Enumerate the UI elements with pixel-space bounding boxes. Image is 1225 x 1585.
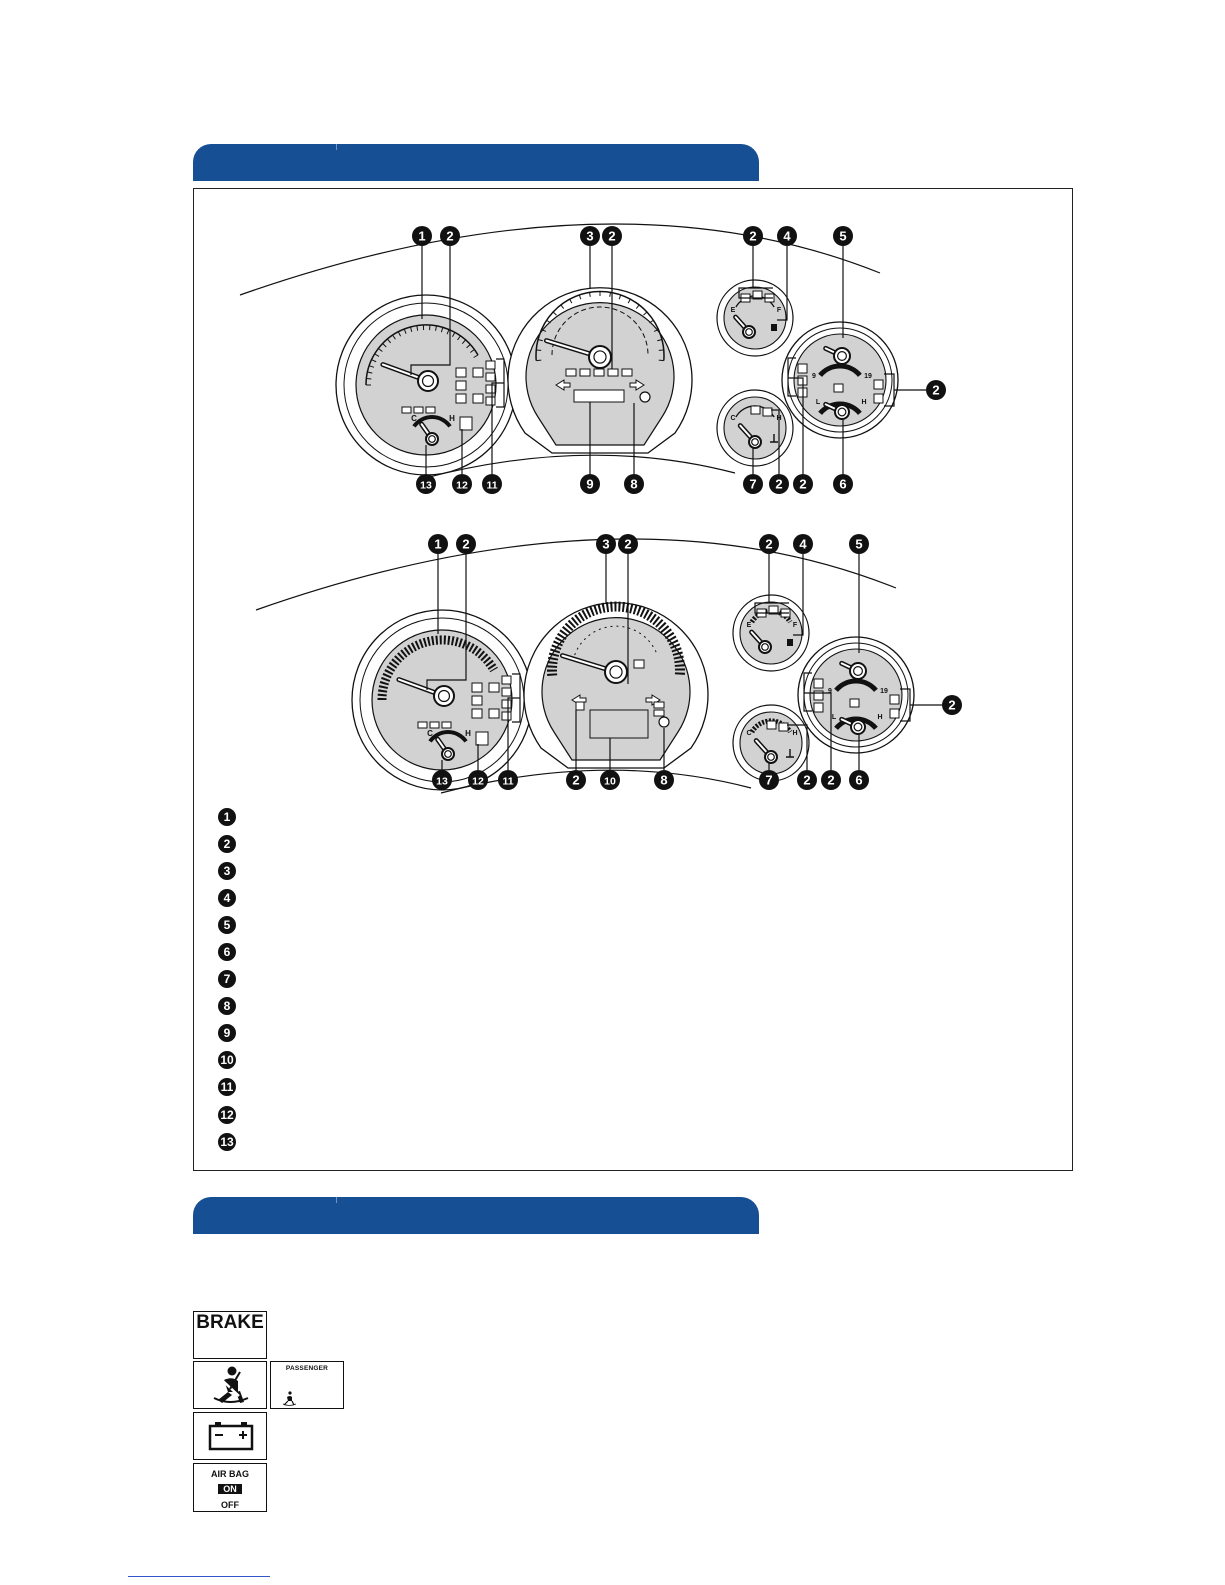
- callout-number-label: 2: [775, 476, 783, 492]
- indicator-lamp-square: [814, 703, 823, 712]
- gauge-mark-label: 9: [828, 688, 832, 695]
- gauge-mark-label: L: [815, 399, 821, 406]
- gauge-mark-label: C: [427, 729, 433, 738]
- callout-number-label: 2: [799, 476, 807, 492]
- indicator-lamp-square: [473, 394, 483, 403]
- legend-item: [218, 1020, 236, 1047]
- callout-number-label: 1: [418, 228, 426, 244]
- indicator-lamp-square: [472, 709, 482, 718]
- indicator-lamp-square: [654, 710, 664, 716]
- legend-number-badge: 2: [218, 835, 236, 853]
- callout-number-label: 13: [436, 775, 448, 788]
- callout-number-label: 6: [855, 772, 863, 788]
- legend-item: [218, 1074, 236, 1101]
- indicator-lamp-square: [472, 683, 482, 692]
- indicator-lamp-square: [502, 712, 511, 720]
- callout-number-label: 8: [660, 772, 668, 788]
- seatbelt-person-icon: [194, 1362, 266, 1408]
- callout-number-label: 2: [572, 772, 580, 788]
- legend-number-badge: 12: [218, 1106, 236, 1124]
- gauge-mark-label: F: [776, 307, 782, 314]
- indicator-lamp-square: [418, 722, 427, 728]
- gauge-mark-label: E: [746, 622, 752, 629]
- gauge-hub: [418, 371, 438, 391]
- gauge-hub: [442, 748, 454, 760]
- passenger-seatbelt-indicator: [270, 1361, 344, 1409]
- passenger-seatbelt-icon: [271, 1362, 343, 1408]
- seatbelt-reminder-indicator: [193, 1361, 267, 1409]
- gauge-hub: [605, 661, 627, 683]
- fuel-pump-icon: [787, 639, 793, 646]
- callout-number-label: 3: [586, 228, 594, 244]
- legend-number-badge: 13: [218, 1133, 236, 1151]
- legend-item: [218, 911, 236, 938]
- trip-reset-knob: [659, 717, 669, 727]
- callout-number-label: 3: [602, 536, 610, 552]
- indicator-lamp-square: [890, 695, 899, 704]
- gauge-mark-label: H: [449, 414, 455, 423]
- legend-number-badge: 5: [218, 916, 236, 934]
- indicator-lamp-square: [476, 732, 488, 745]
- indicator-lamp-square: [456, 368, 466, 377]
- legend-number-badge: 9: [218, 1024, 236, 1042]
- gauge-mark-label: H: [861, 399, 867, 406]
- indicator-lamp-square: [489, 683, 499, 692]
- gauge-mark-label: C: [411, 414, 417, 423]
- legend-number-badge: 8: [218, 997, 236, 1015]
- indicator-lamp-square: [767, 721, 776, 729]
- tab-divider: [336, 1197, 337, 1203]
- indicator-lamp-square: [442, 722, 451, 728]
- gauge-mark-label: H: [465, 729, 471, 738]
- legend-number-badge: 3: [218, 862, 236, 880]
- indicator-lamp-square: [890, 709, 899, 718]
- gauge-hub: [426, 433, 438, 445]
- brake-warning-indicator: [193, 1311, 267, 1359]
- indicator-lamp-square: [608, 369, 618, 376]
- legend-item: [218, 1047, 236, 1074]
- indicator-lamp-square: [779, 723, 788, 731]
- legend-number-badge: 11: [218, 1078, 236, 1096]
- gauge-mark-label: 9: [812, 373, 816, 380]
- gauge-hub: [765, 751, 777, 763]
- gauge-hub: [589, 346, 611, 368]
- gauge-hub: [834, 348, 850, 364]
- gauge-hub: [743, 326, 755, 338]
- indicator-lamp-square: [430, 722, 439, 728]
- battery-icon: [194, 1413, 266, 1459]
- indicator-lamp-square: [502, 700, 511, 708]
- indicator-lamp-square: [566, 369, 576, 376]
- legend-item: [218, 803, 236, 830]
- callout-number-label: 8: [630, 476, 638, 492]
- gauge-hub: [835, 405, 849, 419]
- callout-number-label: 2: [765, 536, 773, 552]
- airbag-on-label: ON: [218, 1484, 242, 1494]
- callout-number-label: 1: [434, 536, 442, 552]
- callout-number-label: 11: [486, 479, 498, 492]
- gauge-mark-label: H: [776, 415, 782, 422]
- callout-number-label: 4: [799, 536, 807, 552]
- callout-number-label: 4: [783, 228, 791, 244]
- gauge-mark-label: H: [877, 714, 883, 721]
- indicator-lamp-square: [576, 702, 584, 710]
- indicator-lamp-square: [874, 394, 883, 403]
- legend-item: [218, 884, 236, 911]
- charging-system-indicator: [193, 1412, 267, 1460]
- indicator-lamp-square: [502, 688, 511, 696]
- cluster-diagram-bottom: [256, 534, 962, 793]
- legend-item: [218, 966, 236, 993]
- gauge-tick: [366, 378, 371, 379]
- gauge-mark-label: F: [792, 622, 798, 629]
- gauge-hub: [850, 663, 866, 679]
- indicator-lamp-square: [486, 373, 495, 381]
- section-header-tab-warning-lights: [193, 1197, 759, 1234]
- gauge-hub: [759, 641, 771, 653]
- callout-number-label: 12: [472, 775, 484, 788]
- indicator-lamp-square: [502, 676, 511, 684]
- indicator-lamp-square: [456, 381, 466, 390]
- legend-number-badge: 4: [218, 889, 236, 907]
- gauge-mark-label: E: [730, 307, 736, 314]
- legend-item: [218, 1128, 236, 1155]
- airbag-label: AIR BAG: [211, 1469, 249, 1479]
- indicator-lamp-square: [834, 384, 843, 392]
- indicator-lamp-square: [456, 394, 466, 403]
- indicator-lamp-square: [489, 709, 499, 718]
- callout-legend-list: [218, 803, 236, 1155]
- brake-label: BRAKE: [196, 1312, 264, 1333]
- odometer-display: [574, 390, 624, 402]
- indicator-lamp-square: [634, 660, 644, 668]
- callout-number-label: 10: [604, 775, 616, 788]
- gauge-mark-label: 19: [864, 373, 872, 380]
- indicator-lamp-square: [486, 385, 495, 393]
- legend-number-badge: 7: [218, 970, 236, 988]
- callout-number-label: 12: [456, 479, 468, 492]
- multi-information-display: [590, 710, 648, 738]
- indicator-lamp-square: [414, 407, 423, 413]
- gauge-hub: [851, 720, 865, 734]
- indicator-lamp-square: [814, 679, 823, 688]
- indicator-lamp-square: [874, 380, 883, 389]
- gauge-mark-label: C: [730, 415, 736, 422]
- indicator-lamp-square: [622, 369, 632, 376]
- indicator-lamp-square: [594, 369, 604, 376]
- callout-number-label: 13: [420, 479, 432, 492]
- gauge-hub: [749, 436, 761, 448]
- legend-item: [218, 857, 236, 884]
- callout-number-label: 2: [932, 382, 940, 398]
- callout-number-label: 5: [855, 536, 863, 552]
- legend-item: [218, 1101, 236, 1128]
- indicator-lamp-square: [460, 417, 472, 430]
- indicator-lamp-square: [654, 702, 664, 708]
- legend-item: [218, 938, 236, 965]
- passenger-airbag-status-indicator: [193, 1463, 267, 1512]
- callout-number-label: 2: [624, 536, 632, 552]
- indicator-lamp-square: [798, 364, 807, 373]
- callout-number-label: 7: [749, 476, 757, 492]
- indicator-lamp-square: [426, 407, 435, 413]
- airbag-off-label: OFF: [221, 1500, 239, 1510]
- gauge-hub: [434, 686, 454, 706]
- callout-number-label: 5: [839, 228, 847, 244]
- fuel-pump-icon: [771, 324, 777, 331]
- callout-number-label: 2: [446, 228, 454, 244]
- indicator-lamp-square: [473, 368, 483, 377]
- trip-reset-knob: [640, 392, 650, 402]
- indicator-lamp-square: [402, 407, 411, 413]
- indicator-lamp-square: [486, 361, 495, 369]
- legend-item: [218, 993, 236, 1020]
- callout-number-label: 7: [765, 772, 773, 788]
- callout-number-label: 6: [839, 476, 847, 492]
- gauge-mark-label: 19: [880, 688, 888, 695]
- callout-number-label: 11: [502, 775, 514, 788]
- legend-number-badge: 6: [218, 943, 236, 961]
- callout-number-label: 2: [948, 697, 956, 713]
- legend-number-badge: 1: [218, 808, 236, 826]
- callout-number-label: 9: [586, 476, 594, 492]
- callout-number-label: 2: [462, 536, 470, 552]
- passenger-label: PASSENGER: [285, 1365, 329, 1372]
- indicator-lamp-square: [850, 699, 859, 707]
- indicator-lamp-square: [580, 369, 590, 376]
- indicator-lamp-square: [814, 691, 823, 700]
- gauge-mark-label: H: [792, 730, 798, 737]
- gauge-mark-label: C: [746, 730, 752, 737]
- legend-item: [218, 830, 236, 857]
- gauge-mark-label: L: [831, 714, 837, 721]
- callout-number-label: 2: [608, 228, 616, 244]
- legend-number-badge: 10: [218, 1051, 236, 1069]
- callout-number-label: 2: [803, 772, 811, 788]
- indicator-lamp-square: [751, 406, 760, 414]
- footer-link-underline: [128, 1576, 270, 1577]
- indicator-lamp-square: [472, 696, 482, 705]
- indicator-lamp-square: [486, 397, 495, 405]
- indicator-lamp-square: [763, 408, 772, 416]
- cluster-diagram-top: [240, 224, 946, 494]
- callout-number-label: 2: [827, 772, 835, 788]
- callout-number-label: 2: [749, 228, 757, 244]
